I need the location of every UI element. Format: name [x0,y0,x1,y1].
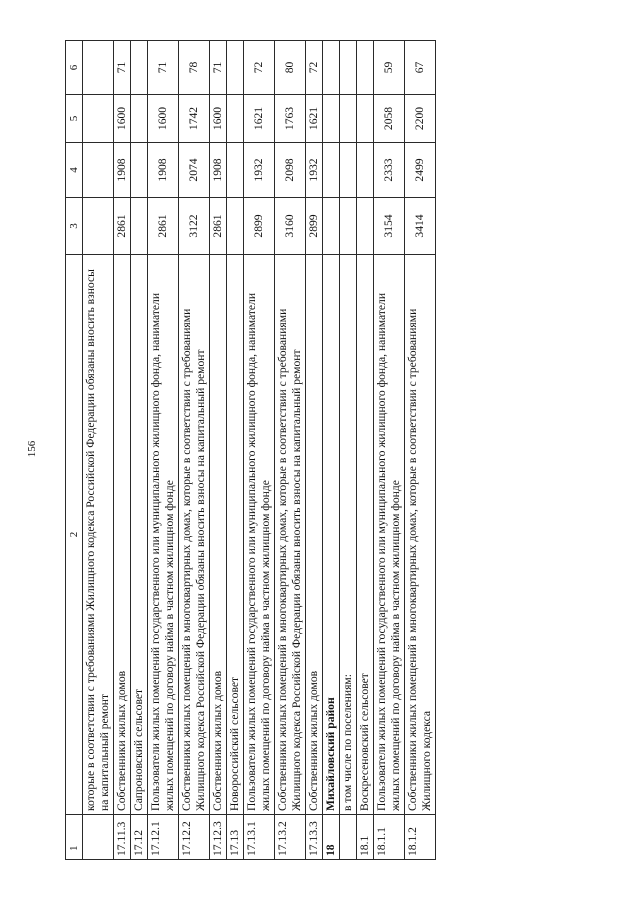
row-number: 18 [323,815,340,860]
row-value-col3: 2899 [244,198,275,255]
table-row [114,41,131,860]
row-value-col5: 2200 [405,95,436,143]
row-value-col4 [357,143,374,198]
row-description: Воскресеновский сельсовет [357,255,374,815]
page-number: 156 [26,440,38,458]
row-number: 17.11.3 [114,815,131,860]
row-value-col3: 3154 [374,198,405,255]
row-value-col4 [131,143,148,198]
table-row [306,41,323,860]
row-value-col3 [323,198,340,255]
row-value-col5: 1600 [114,95,131,143]
row-number: 17.13 [227,815,244,860]
table-row [83,41,114,860]
row-value-col4: 1908 [210,143,227,198]
header-col-4: 4 [66,143,83,198]
row-number: 17.13.3 [306,815,323,860]
row-description: Собственники жилых домов [210,255,227,815]
row-value-col5 [323,95,340,143]
row-number: 18.1.1 [374,815,405,860]
row-description: в том числе по поселениям: [340,255,357,815]
row-value-col5 [357,95,374,143]
row-value-col5 [227,95,244,143]
table-row [131,41,148,860]
row-description: Собственники жилых помещений в многоквартирных домах, которые в соответствии с требованиями Жилищного кодекса Российской Федерации обязаны вносить взносы на капитальный ремонт [275,255,306,815]
table-row [405,41,436,860]
row-value-col4 [323,143,340,198]
header-row [66,41,83,860]
row-value-col4 [340,143,357,198]
row-value-col5: 1621 [244,95,275,143]
row-description: Собственники жилых помещений в многоквартирных домах, которые в соответствии с требованиями Жилищного кодекса Российской Федерации обязаны вносить взносы на капитальный ремонт [179,255,210,815]
row-value-col3: 2899 [306,198,323,255]
table-row [357,41,374,860]
row-description: Пользователи жилых помещений государственного или муниципального жилищного фонда, наниматели жилых помещений по договору найма в частном жилищном фонде [244,255,275,815]
row-value-col6 [131,41,148,95]
row-value-col3: 3122 [179,198,210,255]
row-value-col6 [83,41,114,95]
row-value-col3: 3160 [275,198,306,255]
tariff-table [65,40,436,860]
row-value-col6 [227,41,244,95]
table-row [227,41,244,860]
row-value-col6 [323,41,340,95]
row-value-col5: 1621 [306,95,323,143]
row-number: 17.12 [131,815,148,860]
row-value-col4: 2074 [179,143,210,198]
row-value-col5 [131,95,148,143]
row-value-col5: 1600 [148,95,179,143]
row-value-col5: 1742 [179,95,210,143]
row-description: Собственники жилых помещений в многоквартирных домах, которые в соответствии с требованиями Жилищного кодекса [405,255,436,815]
row-description: Собственники жилых домов [306,255,323,815]
row-value-col6: 59 [374,41,405,95]
row-value-col3: 2861 [148,198,179,255]
row-number: 18.1 [357,815,374,860]
row-number [83,815,114,860]
table-row [244,41,275,860]
row-value-col3: 3414 [405,198,436,255]
table-row [374,41,405,860]
row-description: которые в соответствии с требованиями Жилищного кодекса Российской Федерации обязаны вносить взносы на капитальный ремонт [83,255,114,815]
row-value-col6: 71 [114,41,131,95]
row-value-col4: 2499 [405,143,436,198]
row-value-col5 [340,95,357,143]
table-row [210,41,227,860]
row-value-col6: 67 [405,41,436,95]
row-value-col3 [340,198,357,255]
row-description: Пользователи жилых помещений государственного или муниципального жилищного фонда, наниматели жилых помещений по договору найма в частном жилищном фонде [148,255,179,815]
row-value-col5 [83,95,114,143]
row-value-col6: 78 [179,41,210,95]
row-value-col4: 1932 [306,143,323,198]
row-value-col6: 72 [244,41,275,95]
row-value-col5: 1600 [210,95,227,143]
row-value-col6 [340,41,357,95]
table-row [179,41,210,860]
row-value-col3 [131,198,148,255]
row-value-col4 [227,143,244,198]
row-description: Собственники жилых домов [114,255,131,815]
row-description: Новороссийский сельсовет [227,255,244,815]
row-value-col3: 2861 [210,198,227,255]
header-col-1: 1 [66,815,83,860]
row-number: 17.12.2 [179,815,210,860]
row-number: 17.13.2 [275,815,306,860]
row-number: 17.13.1 [244,815,275,860]
table-row [148,41,179,860]
row-value-col5: 2058 [374,95,405,143]
row-number: 17.12.3 [210,815,227,860]
table-row [275,41,306,860]
row-value-col4 [83,143,114,198]
row-value-col4: 2333 [374,143,405,198]
row-description: Михайловский район [323,255,340,815]
row-value-col5: 1763 [275,95,306,143]
row-value-col6: 71 [148,41,179,95]
row-value-col6: 80 [275,41,306,95]
row-value-col4: 1908 [114,143,131,198]
row-value-col3: 2861 [114,198,131,255]
header-col-5: 5 [66,95,83,143]
row-number [340,815,357,860]
row-value-col3 [227,198,244,255]
row-value-col6: 72 [306,41,323,95]
header-col-6: 6 [66,41,83,95]
rotated-table-container [65,40,615,860]
table-row [323,41,340,860]
row-description: Пользователи жилых помещений государственного или муниципального жилищного фонда, наниматели жилых помещений по договору найма в частном жилищном фонде [374,255,405,815]
row-value-col6: 71 [210,41,227,95]
row-value-col3 [357,198,374,255]
row-value-col4: 2098 [275,143,306,198]
row-value-col3 [83,198,114,255]
row-number: 17.12.1 [148,815,179,860]
header-col-2: 2 [66,255,83,815]
row-value-col4: 1908 [148,143,179,198]
table-row [340,41,357,860]
row-value-col6 [357,41,374,95]
row-number: 18.1.2 [405,815,436,860]
row-value-col4: 1932 [244,143,275,198]
header-col-3: 3 [66,198,83,255]
row-description: Сапроновский сельсовет [131,255,148,815]
